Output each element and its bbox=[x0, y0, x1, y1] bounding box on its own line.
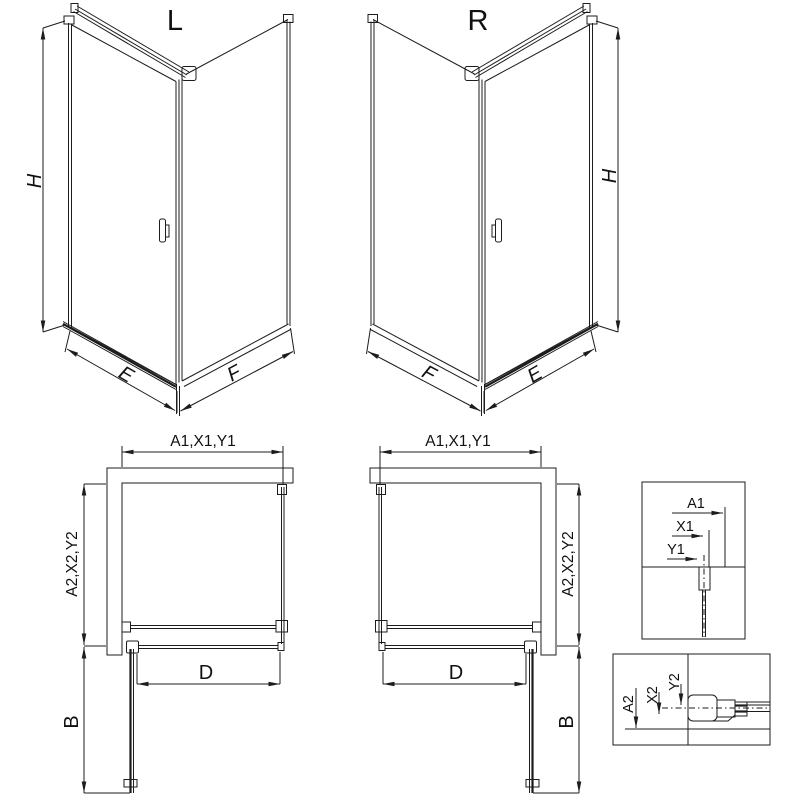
plan-view-left bbox=[84, 446, 288, 793]
side-width-label-left: F bbox=[223, 361, 245, 387]
detail-callout-top bbox=[642, 482, 745, 639]
door-width-label-left: E bbox=[114, 361, 138, 388]
plan-top-dimension-left: A1,X1,Y1 bbox=[170, 433, 236, 450]
opening-width-label-left: D bbox=[198, 662, 214, 684]
callout-a1-label: A1 bbox=[687, 496, 705, 512]
callout-a2-label: A2 bbox=[621, 695, 637, 713]
variant-left-label: L bbox=[166, 5, 184, 37]
enclosure-3d-right bbox=[367, 4, 619, 417]
side-width-label-right: F bbox=[418, 361, 440, 387]
plan-view-right bbox=[376, 446, 580, 793]
callout-y1-label: Y1 bbox=[667, 542, 685, 558]
plan-top-dimension-right: A1,X1,Y1 bbox=[425, 433, 491, 450]
door-width-label-right: E bbox=[523, 361, 547, 388]
opening-width-label-right: D bbox=[448, 662, 464, 684]
height-dimension-label-right: H bbox=[599, 168, 621, 184]
wall-hatch-left-plan bbox=[107, 468, 293, 655]
callout-x2-label: X2 bbox=[645, 686, 661, 704]
wall-hatch-right-plan bbox=[370, 468, 556, 655]
plan-side-dimension-left: A2,X2,Y2 bbox=[64, 531, 81, 597]
door-swing-label-left: B bbox=[61, 715, 83, 729]
door-swing-label-right: B bbox=[556, 715, 578, 729]
callout-x1-label: X1 bbox=[676, 519, 694, 535]
variant-right-label: R bbox=[467, 5, 489, 37]
callout-y2-label: Y2 bbox=[667, 673, 683, 691]
plan-side-dimension-right: A2,X2,Y2 bbox=[560, 531, 577, 597]
enclosure-3d-left bbox=[43, 4, 295, 417]
height-dimension-label-left: H bbox=[24, 173, 46, 189]
detail-callout-bottom bbox=[613, 654, 770, 745]
